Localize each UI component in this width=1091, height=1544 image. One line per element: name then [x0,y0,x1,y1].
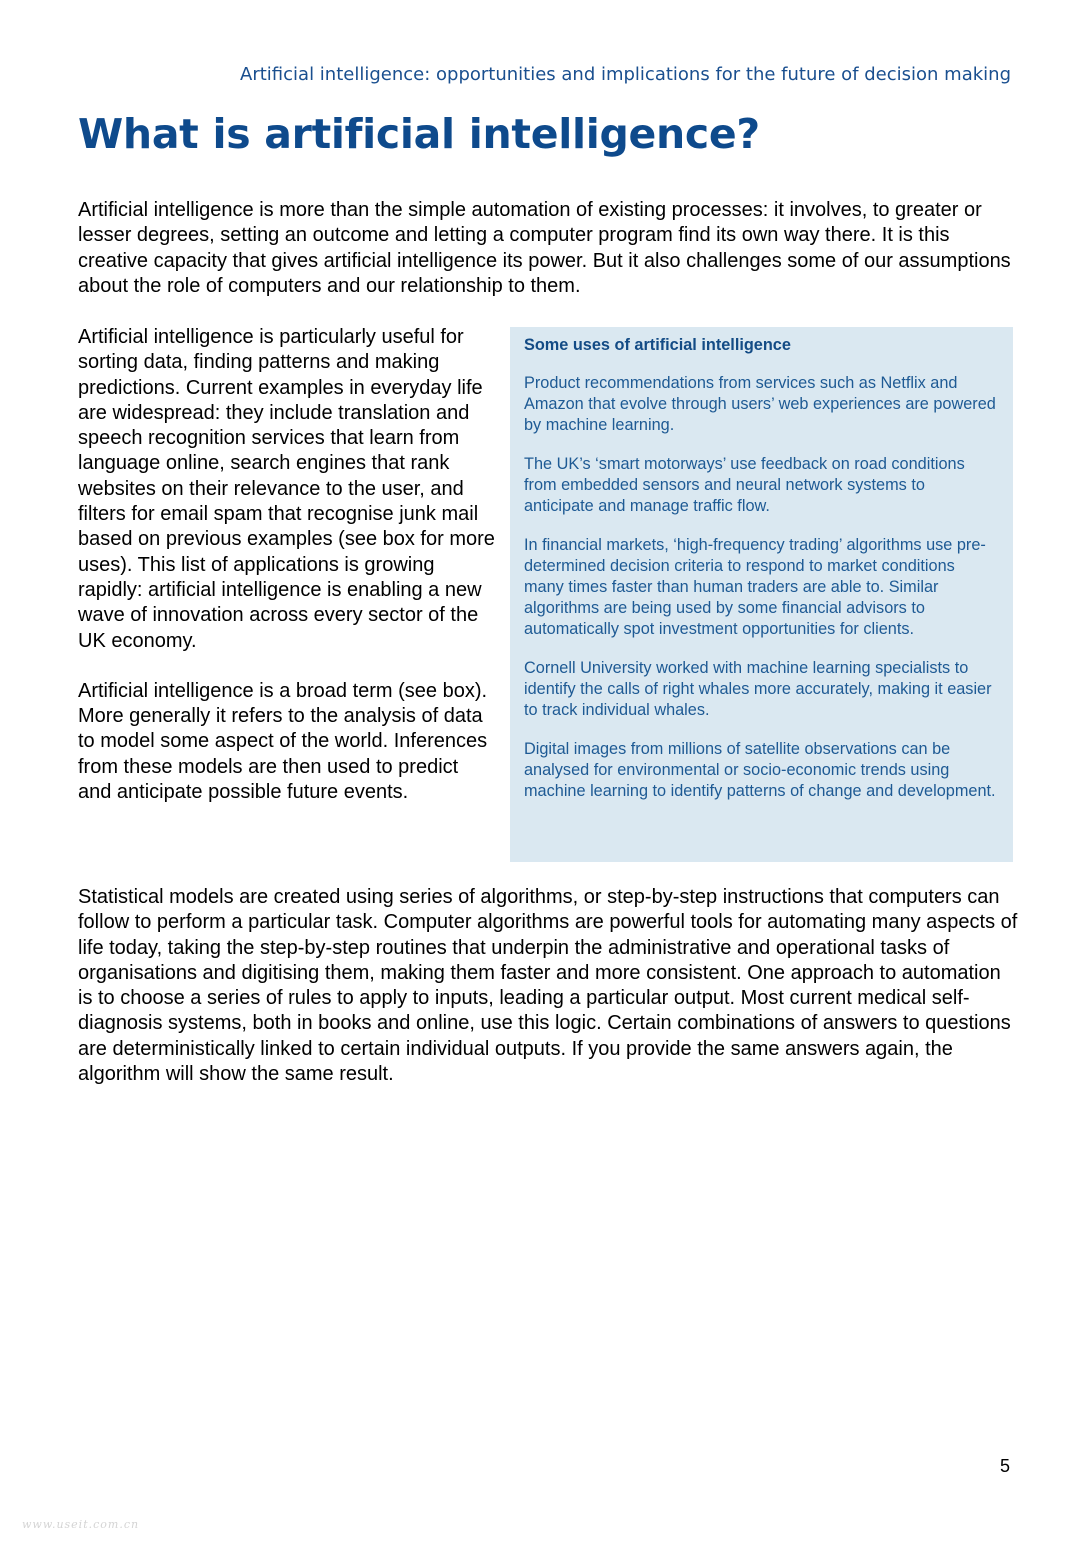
sidebar-item: Product recommendations from services such as Netflix and Amazon that evolve through users’ web experiences are powered by machine learning. [524,374,996,434]
sidebar-item: In financial markets, ‘high-frequency trading’ algorithms use pre-determined decision criteria to respond to market conditions many times faster than human traders are able to. Similar algorithms are being used by some financial advisors to automatically spot investment opportunities for clients. [524,536,986,638]
uses-sidebar-box [510,327,1013,862]
body-paragraph: Artificial intelligence is particularly useful for sorting data, finding patterns and making predictions. Current examples in everyday life are widespread: they include translation and speech recognition services that learn from language online, search engines that rank websites on their relevance to the user, and filters for email spam that recognise junk mail based on previous examples (see box for more uses). This list of applications is growing rapidly: artificial intelligence is enabling a new wave of innovation across every sector of the UK economy. [78,326,495,652]
sidebar-item: The UK’s ‘smart motorways’ use feedback on road conditions from embedded sensors and neural network systems to anticipate and manage traffic flow. [524,455,965,515]
left-column [78,325,496,805]
running-header: Artificial intelligence: opportunities and implications for the future of decision making [240,64,1011,85]
intro-paragraph: Artificial intelligence is more than the simple automation of existing processes: it involves, to greater or lesser degrees, setting an outcome and letting a computer program find its own way there. It is this creative capacity that gives artificial intelligence its power. But it also challenges some of our assumptions about the role of computers and our relationship to them. [78,199,1011,297]
sidebar-title: Some uses of artificial intelligence [524,336,791,354]
page-title: What is artificial intelligence? [78,110,760,158]
page-number: 5 [1000,1456,1011,1476]
body-paragraph: Artificial intelligence is a broad term (see box). More generally it refers to the analysis of data to model some aspect of the world. Inferences from these models are then used to predict and anticipate possible future events. [78,679,488,804]
watermark: www.useit.com.cn [22,1518,140,1531]
closing-paragraph: Statistical models are created using series of algorithms, or step-by-step instructions that computers can follow to perform a particular task. Computer algorithms are powerful tools for automating many aspects of life today, taking the step-by-step routines that underpin the administrative and operational tasks of organisations and digitising them, making them faster and more consistent. One approach to automation is to choose a series of rules to apply to inputs, leading a particular output. Most current medical self-diagnosis systems, both in books and online, use this logic. Certain combinations of answers to questions are deterministically linked to certain individual outputs. If you provide the same answers again, the algorithm will show the same result. [78,886,1018,1086]
sidebar-item: Digital images from millions of satellite observations can be analysed for environmental or socio-economic trends using machine learning to identify patterns of change and development. [524,740,996,800]
sidebar-item: Cornell University worked with machine learning specialists to identify the calls of right whales more accurately, making it easier to track individual whales. [524,659,992,719]
